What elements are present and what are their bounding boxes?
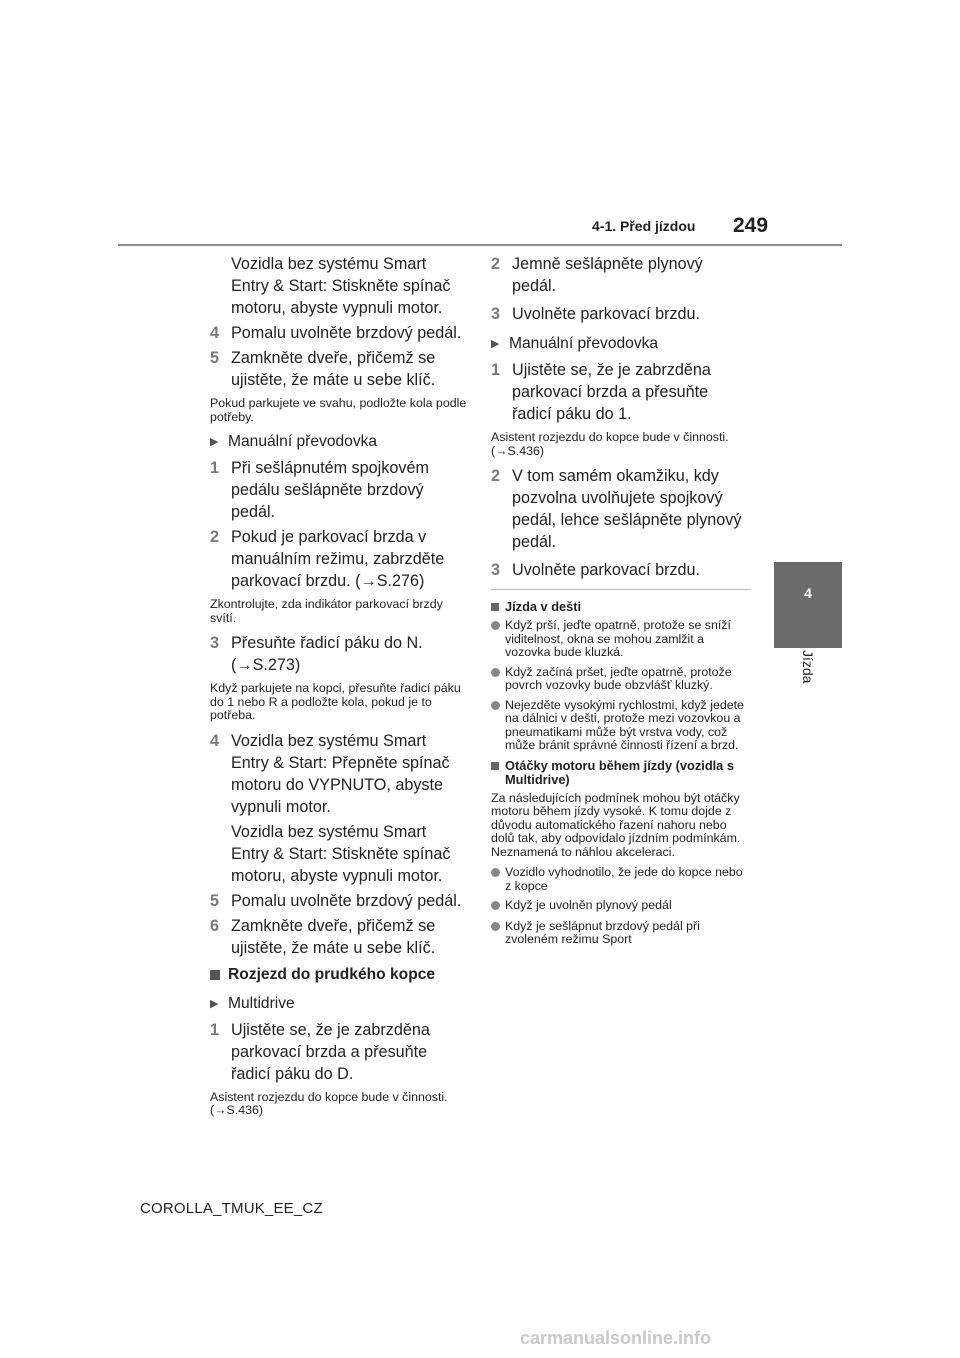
circle-bullet-icon: [491, 619, 505, 660]
document-code: COROLLA_TMUK_EE_CZ: [140, 1200, 323, 1217]
step-item: 5 Pomalu uvolněte brzdový pedál.: [210, 891, 462, 910]
note-text: Pokud parkujete ve svahu, podložte kola podle potřeby.: [210, 396, 467, 424]
list-item: Když prší, jeďte opatrně, protože se sníží viditelnost, okna se mohou zamlžit a vozovka bude kluzká.: [491, 619, 751, 660]
subheading-manual: ▶ Manuální převodovka: [210, 431, 468, 453]
chapter-label-container: [776, 650, 840, 710]
square-bullet-icon: [491, 600, 505, 614]
step-item: 4 Pomalu uvolněte brzdový pedál.: [210, 324, 462, 342]
step-item: 5 Zamkněte dveře, přičemž se ujistěte, že máte u sebe klíč.: [210, 349, 436, 389]
continuation-text: Vozidla bez systému Smart Entry & Start: Stiskněte spínač motoru, abyste vypnuli motor.: [231, 255, 451, 317]
step-item: 4 Vozidla bez systému Smart Entry & Start: Přepněte spínač motoru do VYPNUTO, abyste vypnuli motor.: [210, 731, 450, 816]
watermark: carmanualsonline.info: [520, 1328, 712, 1348]
list-item: Když je uvolněn plynový pedál: [491, 899, 751, 914]
info-heading-rpm: Otáčky motoru během jízdy (vozidla s Multidrive): [491, 759, 751, 787]
step-item: 3 Přesuňte řadicí páku do N. (→S.273): [210, 634, 423, 674]
circle-bullet-icon: [491, 666, 505, 693]
left-column: [210, 253, 468, 1125]
step-item: 1 Při sešlápnutém spojkovém pedálu sešlápněte brzdový pedál.: [210, 459, 429, 521]
step-continuation: Vozidla bez systému Smart Entry & Start: Stiskněte spínač motoru, abyste vypnuli motor.: [231, 822, 451, 885]
info-text: Za následujících podmínek mohou být otáčky motoru během jízdy vysoké. K tomu dojde z důvodu automatického řazení nahoru nebo dolů tak, aby odpovídalo jízdním podmínkám. Neznamená to náhlou akceleraci.: [491, 790, 741, 859]
step-item: 3 Uvolněte parkovací brzdu.: [491, 305, 701, 323]
circle-bullet-icon: [491, 899, 505, 914]
list-item: Nejezděte vysokými rychlostmi, když jedete na dálnici v dešti, protože mezi vozovkou a pneumatikami může být vrstva vody, což může bránit správné činnosti řízení a brzd.: [491, 699, 751, 753]
step-item: 6 Zamkněte dveře, přičemž se ujistěte, že máte u sebe klíč.: [210, 916, 436, 957]
subheading-multidrive: ▶ Multidrive: [210, 993, 468, 1015]
triangle-icon: ▶: [210, 997, 219, 1010]
chapter-number: 4: [804, 585, 812, 601]
triangle-icon: ▶: [210, 436, 219, 448]
step-item: 2 V tom samém okamžiku, kdy pozvolna uvolňujete spojkový pedál, lehce sešlápněte plynový pedál.: [491, 467, 742, 551]
circle-bullet-icon: [491, 920, 505, 947]
right-column: [491, 253, 751, 953]
step-item: 3 Uvolněte parkovací brzdu.: [491, 561, 701, 579]
page-number: 249: [733, 214, 769, 237]
info-heading-rain: Jízda v dešti: [491, 600, 751, 614]
note-text: Asistent rozjezdu do kopce bude v činnosti. (→S.436): [491, 430, 729, 458]
header-divider: [118, 244, 842, 246]
step-item: 2 Pokud je parkovací brzda v manuálním režimu, zabrzděte parkovací brzdu. (→S.276): [210, 528, 445, 590]
section-divider: [491, 589, 751, 590]
step-item: 1 Ujistěte se, že je zabrzděna parkovací brzda a přesuňte řadicí páku do D.: [210, 1020, 430, 1083]
list-item: Vozidlo vyhodnotilo, že jede do kopce nebo z kopce: [491, 866, 751, 893]
square-bullet-icon: [491, 759, 505, 787]
note-text: Když parkujete na kopci, přesuňte řadicí páku do 1 nebo R a podložte kola, pokud je to potřeba.: [210, 681, 461, 722]
note-text: Zkontrolujte, zda indikátor parkovací brzdy svítí.: [210, 597, 443, 625]
chapter-label: Jízda: [800, 650, 816, 684]
section-title: 4-1. Před jízdou: [592, 218, 696, 234]
step-item: 2 Jemně sešlápněte plynový pedál.: [491, 255, 703, 295]
step-item: 1 Ujistěte se, že je zabrzděna parkovací brzda a přesuňte řadicí páku do 1.: [491, 361, 711, 423]
chapter-tab: [774, 562, 842, 648]
circle-bullet-icon: [491, 866, 505, 893]
note-text: Asistent rozjezdu do kopce bude v činnosti. (→S.436): [210, 1089, 448, 1117]
subheading-manual: ▶ Manuální převodovka: [491, 333, 751, 355]
triangle-icon: ▶: [491, 338, 500, 350]
square-bullet-icon: [210, 964, 228, 987]
section-heading-hill-start: Rozjezd do prudkého kopce: [210, 964, 468, 987]
list-item: Když začíná pršet, jeďte opatrně, protože povrch vozovky bude obzvlášť kluzký.: [491, 666, 751, 693]
circle-bullet-icon: [491, 699, 505, 753]
list-item: Když je sešlápnut brzdový pedál při zvoleném režimu Sport: [491, 920, 751, 947]
